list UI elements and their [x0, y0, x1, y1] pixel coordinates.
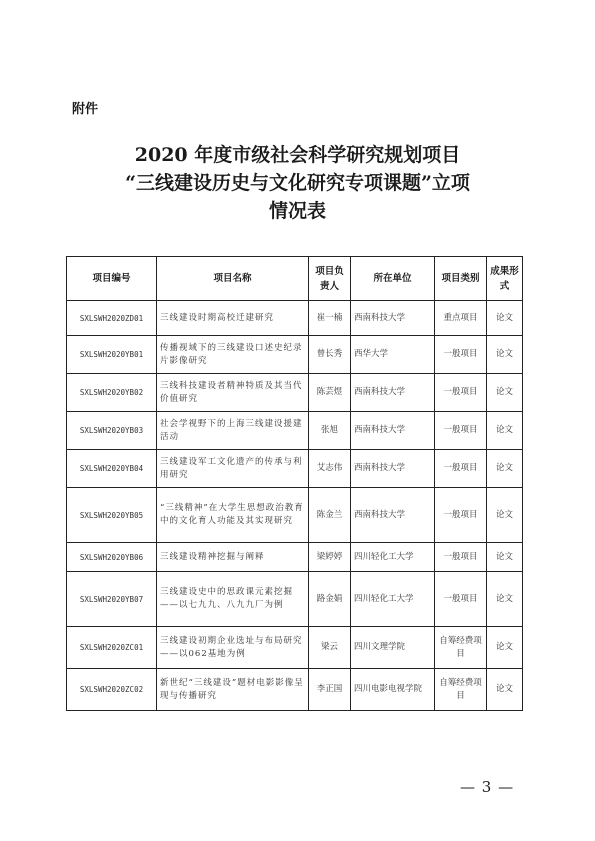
- cell-leader: 李正国: [309, 669, 351, 711]
- table-row: [67, 450, 523, 488]
- cell-form: 论文: [487, 450, 523, 488]
- cell-category: 自筹经费项目: [435, 669, 487, 711]
- cell-leader: 张旭: [309, 412, 351, 450]
- cell-form: 论文: [487, 543, 523, 572]
- cell-category: 一般项目: [435, 336, 487, 374]
- cell-leader: 陈金兰: [309, 488, 351, 543]
- page-title-line-1: 2020 年度市级社会科学研究规划项目: [134, 144, 461, 166]
- header-leader: 项目负责人: [309, 257, 351, 301]
- cell-unit: 西南科技大学: [351, 412, 435, 450]
- table-row: [67, 627, 523, 669]
- cell-name: 三线建设军工文化遗产的传承与利用研究: [157, 450, 309, 488]
- cell-name: “三线精神”在大学生思想政治教育中的文化育人功能及其实现研究: [157, 488, 309, 543]
- cell-code: SXLSWH2020YB05: [67, 488, 157, 543]
- cell-name: 三线建设史中的思政课元素挖掘——以七九九、八九九厂为例: [157, 572, 309, 627]
- cell-unit: 西南科技大学: [351, 450, 435, 488]
- table-row: [67, 572, 523, 627]
- cell-form: 论文: [487, 336, 523, 374]
- cell-name: 三线建设时期高校迁建研究: [157, 301, 309, 336]
- cell-form: 论文: [487, 412, 523, 450]
- cell-category: 一般项目: [435, 412, 487, 450]
- cell-unit: 西南科技大学: [351, 301, 435, 336]
- cell-unit: 西南科技大学: [351, 488, 435, 543]
- page-title-line-2: “三线建设历史与文化研究专项课题”立项: [125, 172, 470, 194]
- cell-code: SXLSWH2020ZC02: [67, 669, 157, 711]
- cell-category: 一般项目: [435, 450, 487, 488]
- cell-form: 论文: [487, 572, 523, 627]
- table-row: [67, 669, 523, 711]
- cell-name: 传播视域下的三线建设口述史纪录片影像研究: [157, 336, 309, 374]
- cell-unit: 西华大学: [351, 336, 435, 374]
- cell-unit: 四川轻化工大学: [351, 543, 435, 572]
- cell-leader: 陈芸煜: [309, 374, 351, 412]
- cell-category: 一般项目: [435, 543, 487, 572]
- cell-code: SXLSWH2020ZD01: [67, 301, 157, 336]
- cell-unit: 四川电影电视学院: [351, 669, 435, 711]
- table-row: [67, 412, 523, 450]
- cell-form: 论文: [487, 627, 523, 669]
- table-row: [67, 374, 523, 412]
- cell-category: 重点项目: [435, 301, 487, 336]
- cell-code: SXLSWH2020YB02: [67, 374, 157, 412]
- cell-category: 一般项目: [435, 374, 487, 412]
- cell-name: 三线科技建设者精神特质及其当代价值研究: [157, 374, 309, 412]
- page-title-line-3: 情况表: [268, 200, 326, 222]
- header-form: 成果形式: [487, 257, 523, 301]
- header-unit: 所在单位: [351, 257, 435, 301]
- cell-form: 论文: [487, 301, 523, 336]
- cell-name: 三线建设精神挖掘与阐释: [157, 543, 309, 572]
- table-row: [67, 336, 523, 374]
- cell-leader: 曾长秀: [309, 336, 351, 374]
- cell-code: SXLSWH2020YB03: [67, 412, 157, 450]
- table-body: [67, 301, 523, 711]
- cell-code: SXLSWH2020YB06: [67, 543, 157, 572]
- cell-unit: 西南科技大学: [351, 374, 435, 412]
- cell-form: 论文: [487, 488, 523, 543]
- cell-form: 论文: [487, 669, 523, 711]
- cell-category: 一般项目: [435, 572, 487, 627]
- table-row: [67, 543, 523, 572]
- header-name: 项目名称: [157, 257, 309, 301]
- cell-unit: 四川轻化工大学: [351, 572, 435, 627]
- cell-code: SXLSWH2020YB01: [67, 336, 157, 374]
- table-header-row: [67, 257, 523, 301]
- cell-form: 论文: [487, 374, 523, 412]
- page-number: — 3 —: [460, 778, 515, 796]
- header-code: 项目编号: [67, 257, 157, 301]
- cell-name: 新世纪“三线建设”题材电影影像呈现与传播研究: [157, 669, 309, 711]
- cell-leader: 艾志伟: [309, 450, 351, 488]
- attachment-label: 附件: [72, 102, 99, 117]
- cell-code: SXLSWH2020YB07: [67, 572, 157, 627]
- cell-category: 自筹经费项目: [435, 627, 487, 669]
- cell-code: SXLSWH2020YB04: [67, 450, 157, 488]
- header-category: 项目类别: [435, 257, 487, 301]
- cell-category: 一般项目: [435, 488, 487, 543]
- projects-table: [66, 256, 523, 711]
- cell-name: 三线建设初期企业选址与布局研究——以062基地为例: [157, 627, 309, 669]
- table-row: [67, 488, 523, 543]
- cell-leader: 梁云: [309, 627, 351, 669]
- table-row: [67, 301, 523, 336]
- cell-unit: 四川文理学院: [351, 627, 435, 669]
- cell-leader: 路金娟: [309, 572, 351, 627]
- cell-name: 社会学视野下的上海三线建设援建活动: [157, 412, 309, 450]
- cell-leader: 崔一楠: [309, 301, 351, 336]
- cell-leader: 梁婷婷: [309, 543, 351, 572]
- cell-code: SXLSWH2020ZC01: [67, 627, 157, 669]
